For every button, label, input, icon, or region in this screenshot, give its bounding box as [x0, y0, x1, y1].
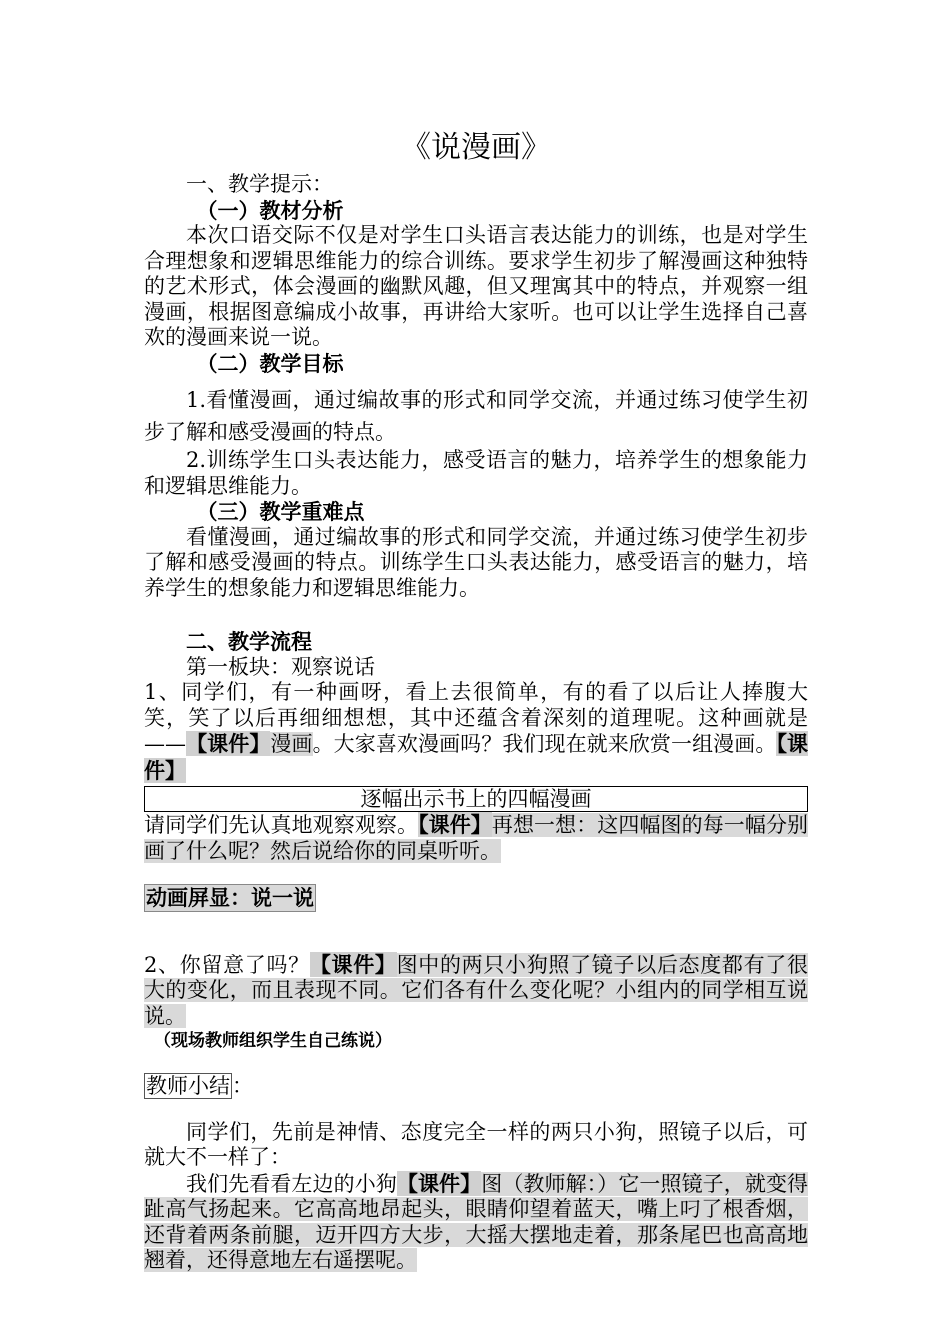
summary-colon: ： [232, 1074, 253, 1098]
highlight-question: 再想一想：这四幅图的每一幅分别画了什么呢？然后说给你的同桌听听。 [144, 813, 809, 863]
courseware-tag: 【课件】 [144, 731, 809, 783]
paragraph-summary-intro: 同学们，先前是神情、态度完全一样的两只小狗，照镜子以后，可就大不一样了： [144, 1119, 808, 1169]
paragraph-observe [144, 812, 808, 864]
text-segment: 2、你留意了吗？ [144, 952, 310, 977]
paragraph-intro-comics [144, 680, 808, 784]
text-segment: 1、同学们，有一种画呀，看上去很简单，有的看了以后让人捧腹大笑，笑了以后再细细想想，其中还蕴含着深刻的道理呢。这种画就是—— [144, 680, 808, 756]
boxed-instruction: 逐幅出示书上的四幅漫画 [144, 786, 808, 812]
text-segment: 请同学们先认真地观察观察。 [144, 813, 419, 837]
courseware-tag: 【课件】 [186, 731, 271, 756]
highlight-dogs-question: 图中的两只小狗照了镜子以后态度都有了很大的变化，而且表现不同。它们各有什么变化呢？小组内的同学相互说说。 [144, 952, 808, 1028]
animation-label: 动画屏显：说一说 [146, 885, 314, 910]
text-segment: 我们先看看左边的小狗 [186, 1171, 397, 1196]
paragraph-left-dog [144, 1171, 808, 1274]
summary-label: 教师小结 [146, 1074, 230, 1098]
teacher-note: （现场教师组织学生自己练说） [154, 1031, 392, 1051]
courseware-tag: 【课件】 [418, 812, 492, 837]
goal-item-1: 1.看懂漫画，通过编故事的形式和同学交流，并通过练习使学生初步了解和感受漫画的特点。 [144, 388, 808, 444]
subheading-material-analysis: （一）教材分析 [196, 197, 344, 223]
courseware-tag: 【课件】 [309, 951, 397, 977]
section-heading-teaching-flow: 二、教学流程 [186, 629, 312, 654]
courseware-tag: 【课件】 [396, 1170, 482, 1196]
page-title: 《说漫画》 [401, 130, 551, 165]
goal-item-2: 2.训练学生口头表达能力，感受语言的魅力，培养学生的想象能力和逻辑思维能力。 [144, 448, 808, 498]
section-heading-teaching-tips: 一、教学提示： [186, 172, 333, 196]
block-heading-observe-speak: 第一板块：观察说话 [186, 654, 375, 679]
document-body [144, 128, 808, 1274]
subheading-key-difficulties: （三）教学重难点 [196, 499, 365, 524]
subheading-teaching-goals: （二）教学目标 [196, 350, 344, 376]
paragraph-dogs-change [144, 952, 808, 1030]
summary-line [144, 1073, 808, 1100]
highlight-left-dog: 图（教师解：）它一照镜子，就变得趾高气扬起来。它高高地昂起头，眼睛仰望着蓝天，嘴上叼了根香烟，还背着两条前腿，迈开四方大步，大摇大摆地走着，那条尾巴也高高地翘着，还得意地左右遥摆呢。 [144, 1171, 809, 1272]
paragraph-material-analysis: 本次口语交际不仅是对学生口头语言表达能力的训练，也是对学生合理想象和逻辑思维能力的综合训练。要求学生初步了解漫画这种独特的艺术形式，体会漫画的幽默风趣，但又理寓其中的特点，并观察一组漫画，根据图意编成小故事，再讲给大家听。也可以让学生选择自己喜欢的漫画来说一说。 [144, 223, 808, 349]
paragraph-key-difficulties: 看懂漫画，通过编故事的形式和同学交流，并通过练习使学生初步了解和感受漫画的特点。训练学生口头表达能力，感受语言的魅力，培养学生的想象能力和逻辑思维能力。 [144, 524, 808, 600]
text-segment: 。大家喜欢漫画吗？我们现在就来欣赏一组漫画。 [312, 732, 777, 756]
animation-line [144, 884, 808, 912]
highlight-comic: 漫画 [270, 732, 313, 756]
